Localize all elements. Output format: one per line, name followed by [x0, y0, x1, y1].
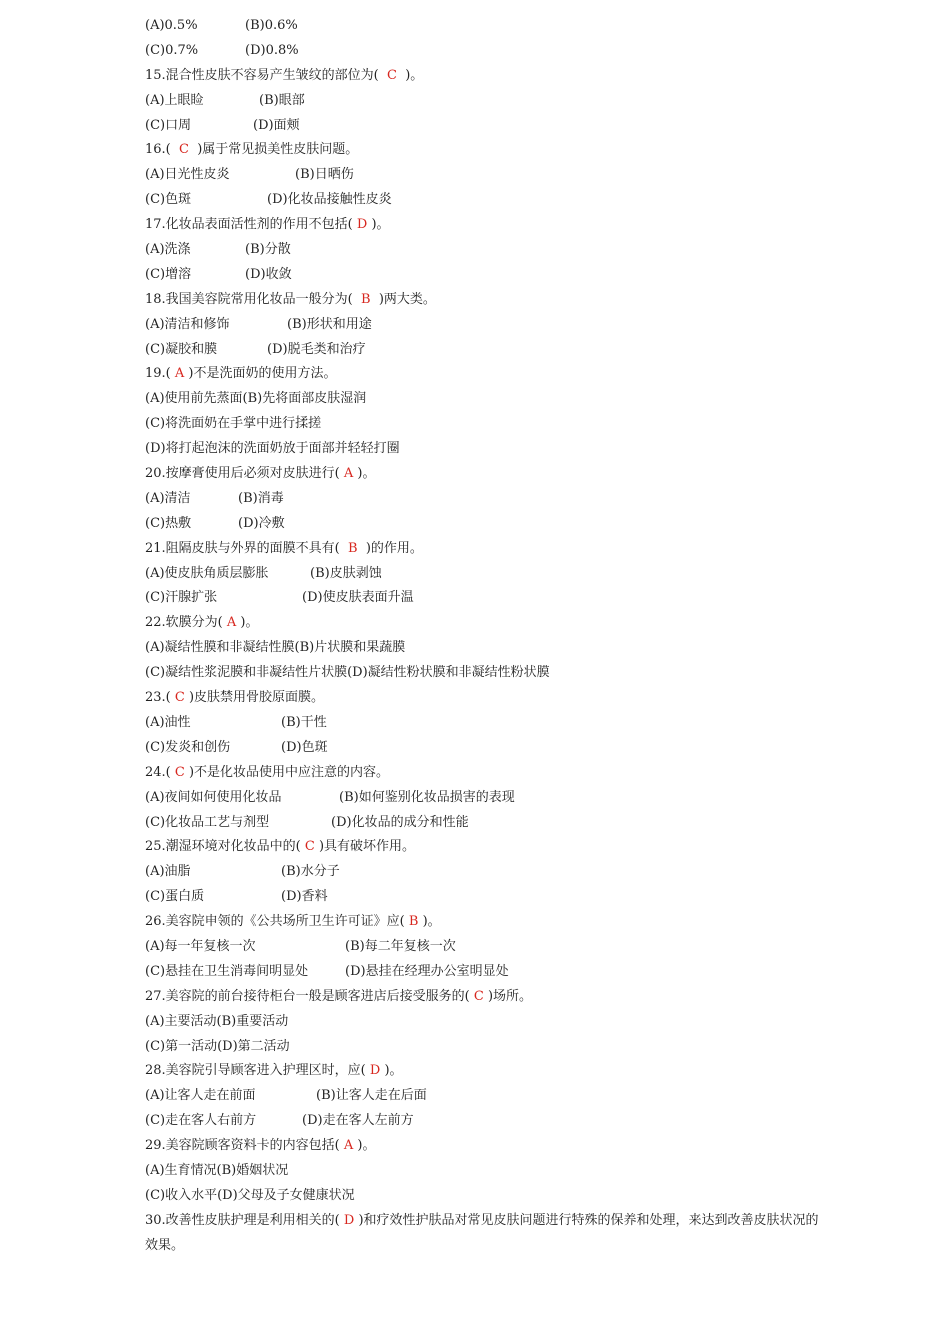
option-a: (A)清洁: [145, 490, 191, 506]
option-line: [145, 313, 825, 338]
option-line: [145, 711, 825, 736]
answer-mark: C: [469, 988, 488, 1004]
question-text: 28.美容院引导顾客进入护理区时，应(: [145, 1063, 366, 1079]
question-line: [145, 462, 825, 487]
answer-mark: D: [352, 217, 372, 233]
question-text: )。: [240, 615, 259, 631]
question-text: )皮肤禁用骨胶原面膜。: [188, 690, 325, 706]
option-line: (D)将打起泡沫的洗面奶放于面部并轻轻打圈: [145, 441, 400, 457]
question-text: 30.改善性皮肤护理是利用相关的(: [145, 1212, 340, 1228]
question-text: )不是洗面奶的使用方法。: [188, 366, 337, 382]
question-line: [145, 910, 825, 935]
answer-mark: B: [339, 540, 366, 556]
option-a: (C)凝胶和膜: [145, 341, 218, 357]
option-a: (C)化妆品工艺与剂型: [145, 814, 270, 830]
option-b: (B)形状和用途: [287, 316, 372, 332]
question-text: )。: [357, 466, 376, 482]
option-line: (C)收入水平(D)父母及子女健康状况: [145, 1187, 355, 1203]
option-b: (D)收敛: [245, 266, 292, 282]
answer-mark: A: [170, 366, 189, 382]
option-a: (A)0.5%: [145, 18, 198, 33]
answer-mark: C: [378, 67, 406, 83]
answer-mark: D: [365, 1063, 385, 1079]
question-text: 29.美容院顾客资料卡的内容包括(: [145, 1138, 340, 1154]
option-line: (C)将洗面奶在手掌中进行揉搓: [145, 416, 322, 432]
option-line: [145, 39, 825, 64]
option-a: (C)发炎和创伤: [145, 739, 231, 755]
option-b: (B)皮肤剥蚀: [310, 565, 382, 581]
option-line: [145, 1109, 825, 1134]
option-a: (A)让客人走在前面: [145, 1088, 256, 1104]
option-b: (B)分散: [245, 242, 291, 258]
question-line: [145, 686, 825, 711]
option-a: (C)热敷: [145, 515, 192, 531]
question-line: [145, 64, 825, 89]
question-line: [145, 362, 825, 387]
option-a: (A)洗涤: [145, 242, 191, 258]
option-b: (D)0.8%: [245, 42, 299, 58]
option-a: (C)增溶: [145, 266, 192, 282]
answer-mark: A: [339, 1138, 358, 1154]
option-a: (A)清洁和修饰: [145, 316, 230, 332]
option-line: [145, 14, 825, 39]
question-text: 21.阻隔皮肤与外界的面膜不具有(: [145, 540, 340, 556]
answer-mark: D: [339, 1212, 359, 1228]
option-a: (A)每一年复核一次: [145, 938, 256, 954]
option-b: (B)干性: [281, 714, 327, 730]
question-line: [145, 288, 825, 313]
question-line: [145, 1059, 825, 1084]
question-line: [145, 985, 825, 1010]
option-a: (A)油性: [145, 714, 191, 730]
exam-page: [145, 14, 825, 1259]
option-a: (C)色斑: [145, 192, 192, 208]
option-line: [145, 338, 825, 363]
question-text: 23.(: [145, 690, 171, 706]
question-line: [145, 835, 825, 860]
question-line: [145, 611, 825, 636]
question-text: 27.美容院的前台接待柜台一般是顾客进店后接受服务的(: [145, 988, 470, 1004]
question-text: 24.(: [145, 764, 171, 780]
question-line: [145, 761, 825, 786]
option-b: (D)面颊: [253, 117, 300, 133]
option-b: (B)消毒: [238, 490, 284, 506]
question-text: 20.按摩膏使用后必须对皮肤进行(: [145, 466, 340, 482]
option-line: [145, 114, 825, 139]
option-a: (C)0.7%: [145, 42, 199, 58]
option-a: (C)蛋白质: [145, 889, 205, 905]
question-text: )属于常见损美性皮肤问题。: [197, 142, 359, 158]
question-text: 17.化妆品表面活性剂的作用不包括(: [145, 217, 353, 233]
question-line: [145, 1209, 825, 1259]
option-line: [145, 512, 825, 537]
option-b: (D)悬挂在经理办公室明显处: [345, 963, 509, 979]
question-text: 16.(: [145, 142, 171, 158]
option-b: (D)冷敷: [238, 515, 285, 531]
option-b: (D)化妆品接触性皮炎: [267, 192, 392, 208]
option-b: (D)走在客人左前方: [302, 1113, 414, 1129]
question-text: )具有破坏作用。: [318, 839, 416, 855]
question-text: )的作用。: [365, 540, 423, 556]
answer-mark: C: [170, 142, 198, 158]
option-b: (B)如何鉴别化妆品损害的表现: [339, 789, 515, 805]
option-b: (B)日晒伤: [295, 167, 354, 183]
option-b: (B)每二年复核一次: [345, 938, 456, 954]
question-line: [145, 537, 825, 562]
question-text: )两大类。: [378, 291, 436, 307]
option-line: [145, 562, 825, 587]
option-a: (C)汗腺扩张: [145, 590, 218, 606]
question-text: )。: [405, 67, 424, 83]
option-line: [145, 586, 825, 611]
option-a: (A)夜间如何使用化妆品: [145, 789, 282, 805]
option-b: (D)化妆品的成分和性能: [331, 814, 469, 830]
question-text: )和疗效性护肤品对常见皮肤问题进行特殊的保养和处理，来达到改善皮肤状况的效果。: [145, 1212, 819, 1253]
option-line: (A)主要活动(B)重要活动: [145, 1013, 289, 1029]
question-text: 25.潮湿环境对化妆品中的(: [145, 839, 301, 855]
option-line: [145, 163, 825, 188]
question-text: 15.混合性皮肤不容易产生皱纹的部位为(: [145, 67, 379, 83]
option-line: (C)凝结性浆泥膜和非凝结性片状膜(D)凝结性粉状膜和非凝结性粉状膜: [145, 665, 550, 681]
option-line: [145, 1084, 825, 1109]
question-text: )不是化妆品使用中应注意的内容。: [188, 764, 390, 780]
question-text: 26.美容院申领的《公共场所卫生许可证》应(: [145, 914, 405, 930]
option-a: (C)走在客人右前方: [145, 1113, 257, 1129]
option-a: (A)油脂: [145, 864, 191, 880]
answer-mark: B: [352, 291, 379, 307]
option-line: [145, 188, 825, 213]
option-line: [145, 263, 825, 288]
option-line: [145, 487, 825, 512]
option-b: (B)眼部: [259, 92, 305, 108]
option-line: [145, 786, 825, 811]
question-text: )。: [384, 1063, 403, 1079]
option-line: [145, 860, 825, 885]
option-line: [145, 736, 825, 761]
option-a: (C)悬挂在卫生消毒间明显处: [145, 963, 309, 979]
option-line: [145, 811, 825, 836]
option-b: (B)0.6%: [245, 18, 298, 33]
option-a: (A)上眼睑: [145, 92, 204, 108]
question-text: 18.我国美容院常用化妆品一般分为(: [145, 291, 353, 307]
option-line: (A)生育情况(B)婚姻状况: [145, 1162, 289, 1178]
option-line: [145, 89, 825, 114]
option-line: (C)第一活动(D)第二活动: [145, 1038, 290, 1054]
option-a: (A)日光性皮炎: [145, 167, 230, 183]
option-a: (C)口周: [145, 117, 192, 133]
answer-mark: C: [170, 764, 189, 780]
option-line: (A)使用前先蒸面(B)先将面部皮肤湿润: [145, 391, 367, 407]
option-b: (D)脱毛类和治疗: [267, 341, 366, 357]
question-text: 19.(: [145, 366, 171, 382]
answer-mark: B: [404, 914, 423, 930]
answer-mark: A: [222, 615, 241, 631]
question-line: [145, 138, 825, 163]
answer-mark: C: [300, 839, 319, 855]
option-line: [145, 960, 825, 985]
answer-mark: C: [170, 690, 189, 706]
option-line: [145, 935, 825, 960]
option-a: (A)使皮肤角质层膨胀: [145, 565, 269, 581]
option-b: (D)香料: [281, 889, 328, 905]
question-text: )。: [357, 1138, 376, 1154]
question-text: )。: [371, 217, 390, 233]
option-b: (D)使皮肤表面升温: [302, 590, 414, 606]
option-line: [145, 885, 825, 910]
option-line: [145, 238, 825, 263]
question-text: )。: [422, 914, 441, 930]
question-text: )场所。: [487, 988, 533, 1004]
option-b: (B)水分子: [281, 864, 340, 880]
question-line: [145, 1134, 825, 1159]
answer-mark: A: [339, 466, 358, 482]
question-text: 22.软膜分为(: [145, 615, 223, 631]
option-b: (D)色斑: [281, 739, 328, 755]
option-b: (B)让客人走在后面: [316, 1088, 427, 1104]
option-line: (A)凝结性膜和非凝结性膜(B)片状膜和果蔬膜: [145, 640, 406, 656]
question-line: [145, 213, 825, 238]
